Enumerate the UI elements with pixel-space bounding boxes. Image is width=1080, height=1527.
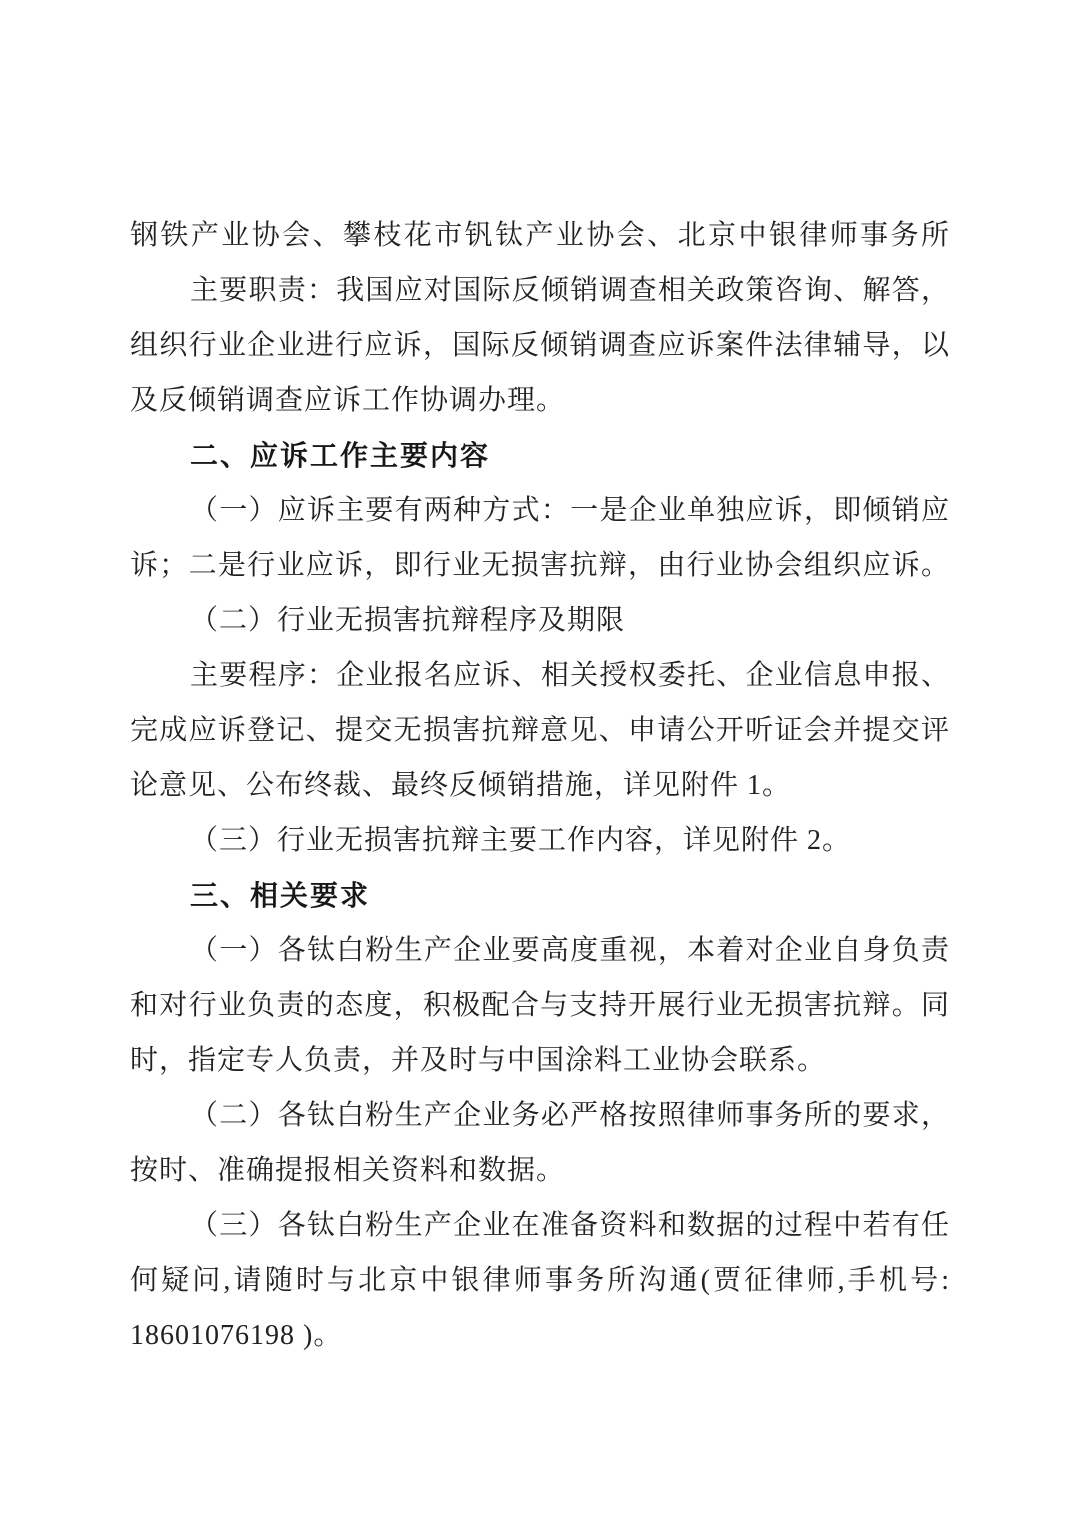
text-line: 完成应诉登记、提交无损害抗辩意见、申请公开听证会并提交评 bbox=[130, 715, 950, 746]
text-line: （三）行业无损害抗辩主要工作内容，详见附件 2。 bbox=[190, 825, 852, 856]
text-line: 组织行业企业进行应诉，国际反倾销调查应诉案件法律辅导，以 bbox=[130, 330, 950, 361]
document-text bbox=[130, 208, 950, 1363]
text-line: 和对行业负责的态度，积极配合与支持开展行业无损害抗辩。同 bbox=[130, 990, 950, 1021]
text-line: 按时、准确提报相关资料和数据。 bbox=[130, 1155, 566, 1186]
section-heading: 二、应诉工作主要内容 bbox=[190, 440, 491, 471]
text-line: （二）各钛白粉生产企业务必严格按照律师事务所的要求， bbox=[190, 1100, 950, 1131]
text-line: 主要职责：我国应对国际反倾销调查相关政策咨询、解答， bbox=[190, 275, 950, 306]
text-line: 何疑问,请随时与北京中银律师事务所沟通(贾征律师,手机号: bbox=[130, 1265, 950, 1296]
text-line: 诉；二是行业应诉，即行业无损害抗辩，由行业协会组织应诉。 bbox=[130, 550, 950, 581]
text-line: 主要程序：企业报名应诉、相关授权委托、企业信息申报、 bbox=[190, 660, 950, 691]
text-line: （一）各钛白粉生产企业要高度重视，本着对企业自身负责 bbox=[190, 935, 950, 966]
text-line: 时，指定专人负责，并及时与中国涂料工业协会联系。 bbox=[130, 1045, 827, 1076]
section-heading: 三、相关要求 bbox=[190, 880, 371, 911]
text-line: 18601076198 )。 bbox=[130, 1320, 343, 1351]
text-line: （三）各钛白粉生产企业在准备资料和数据的过程中若有任 bbox=[190, 1210, 950, 1241]
text-line: 钢铁产业协会、攀枝花市钒钛产业协会、北京中银律师事务所 bbox=[130, 220, 950, 251]
text-line: （一）应诉主要有两种方式：一是企业单独应诉，即倾销应 bbox=[190, 495, 950, 526]
text-line: 及反倾销调查应诉工作协调办理。 bbox=[130, 385, 566, 416]
text-line: （二）行业无损害抗辩程序及期限 bbox=[190, 605, 626, 636]
text-line: 论意见、公布终裁、最终反倾销措施，详见附件 1。 bbox=[130, 770, 792, 801]
